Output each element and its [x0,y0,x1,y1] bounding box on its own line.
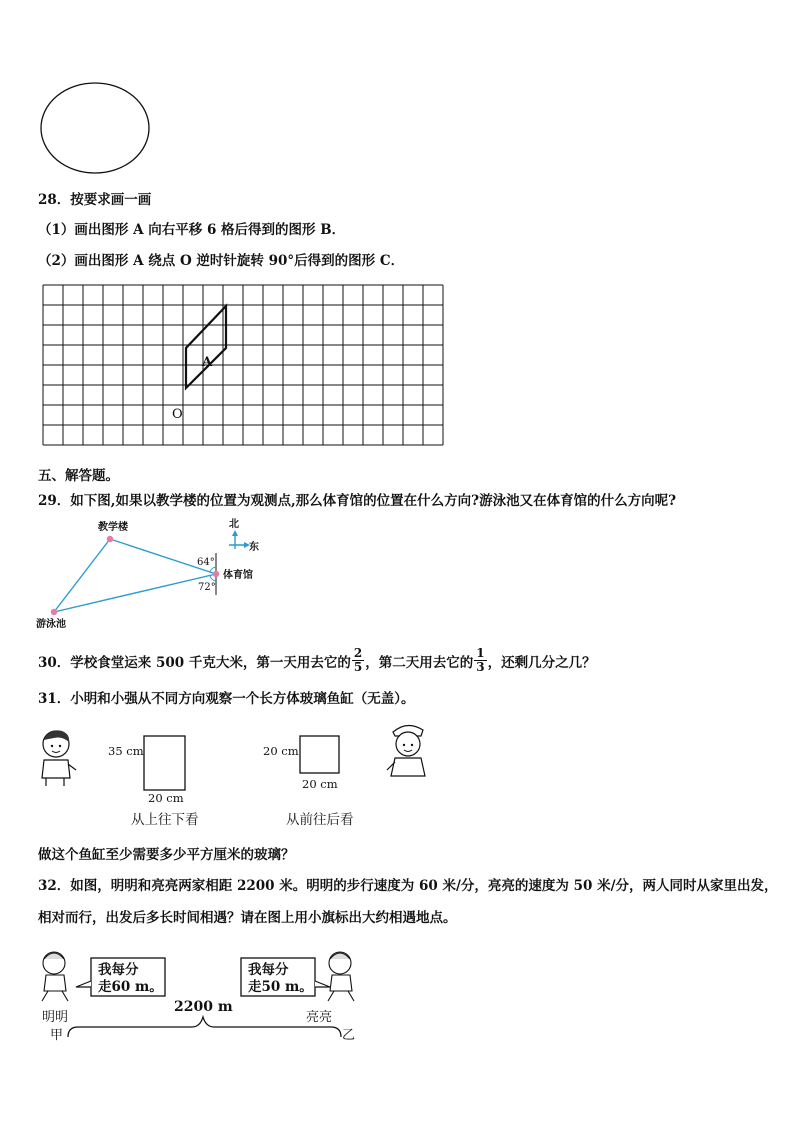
q32-line2: 相对而行，出发后多长时间相遇？请在图上用小旗标出大约相遇地点。 [38,910,457,926]
east-label: 东 [249,542,259,553]
north-label: 北 [229,519,239,530]
teaching-building-label: 教学楼 [98,522,128,533]
meeting-diagram [36,945,366,1043]
top-view-height-label: 35 cm [108,744,144,758]
q28-part1: （1）画出图形 A 向右平移 6 格后得到的图形 B． [38,222,346,238]
end-jia: 甲 [50,1028,64,1043]
top-view-rectangle [143,735,187,792]
gym-dot [213,571,219,577]
square-grid [42,282,446,452]
section-5-title: 五、解答题。 [38,468,119,484]
fraction-one-third: $\frac{1}{3}$ [476,646,485,674]
pool-dot [51,609,57,615]
fraction-two-fifths: $\frac{2}{5}$ [353,646,363,674]
angle-72-label: 72° [198,582,216,593]
q29-text: 29．如下图,如果以教学楼的位置为观测点,那么体育馆的位置在什么方向?游泳池又在体育馆的什么方向呢? [38,493,677,509]
q31-text: 31．小明和小强从不同方向观察一个长方体玻璃鱼缸（无盖）。 [38,691,415,707]
q31-question: 做这个鱼缸至少需要多少平方厘米的玻璃？ [38,847,295,863]
front-view-width-label: 20 cm [302,777,338,791]
boy-left-illustration [36,726,80,788]
bubble-right-line2: 走50 m。 [248,979,313,995]
top-view-caption: 从上往下看 [131,812,199,828]
front-view-square [299,735,341,775]
grid-lines [43,285,443,445]
q30-text [38,647,596,674]
q28-part2: （2）画出图形 A 绕点 O 逆时针旋转 90°后得到的图形 C． [38,253,405,269]
label-o: O [172,407,183,422]
direction-map [30,515,290,633]
name-mingming: 明明 [42,1010,69,1025]
q30-mid: ，第二天用去它的 [365,654,474,671]
top-view-width-label: 20 cm [148,791,184,805]
q28-title: 28．按要求画一画 [38,192,152,208]
liangliang-figure [328,952,354,1001]
circle-figure [38,80,154,176]
pool-label: 游泳池 [36,619,66,630]
front-view-caption: 从前往后看 [286,812,354,828]
angle-64-label: 64° [197,557,215,568]
name-liangliang: 亮亮 [306,1010,333,1025]
mingming-figure [42,952,68,1001]
distance-label: 2200 m [174,999,233,1015]
q30-pre: 30．学校食堂运来 500 千克大米，第一天用去它的 [38,654,351,671]
label-a: A [202,355,213,370]
teaching-building-dot [107,536,113,542]
shape-a [186,306,226,388]
gym-label: 体育馆 [223,570,253,581]
boy-right-illustration [383,720,433,782]
front-view-height-label: 20 cm [263,744,299,758]
q30-post: ，还剩几分之几？ [487,654,596,671]
end-yi: 乙 [342,1028,356,1043]
q32-line1: 32．如图，明明和亮亮两家相距 2200 米。明明的步行速度为 60 米/分，亮亮的速度为 50 米/分，两人同时从家里出发， [38,878,778,894]
bubble-right-line1: 我每分 [248,962,289,978]
bubble-left-line2: 走60 m。 [98,979,163,995]
bubble-left-line1: 我每分 [98,962,139,978]
